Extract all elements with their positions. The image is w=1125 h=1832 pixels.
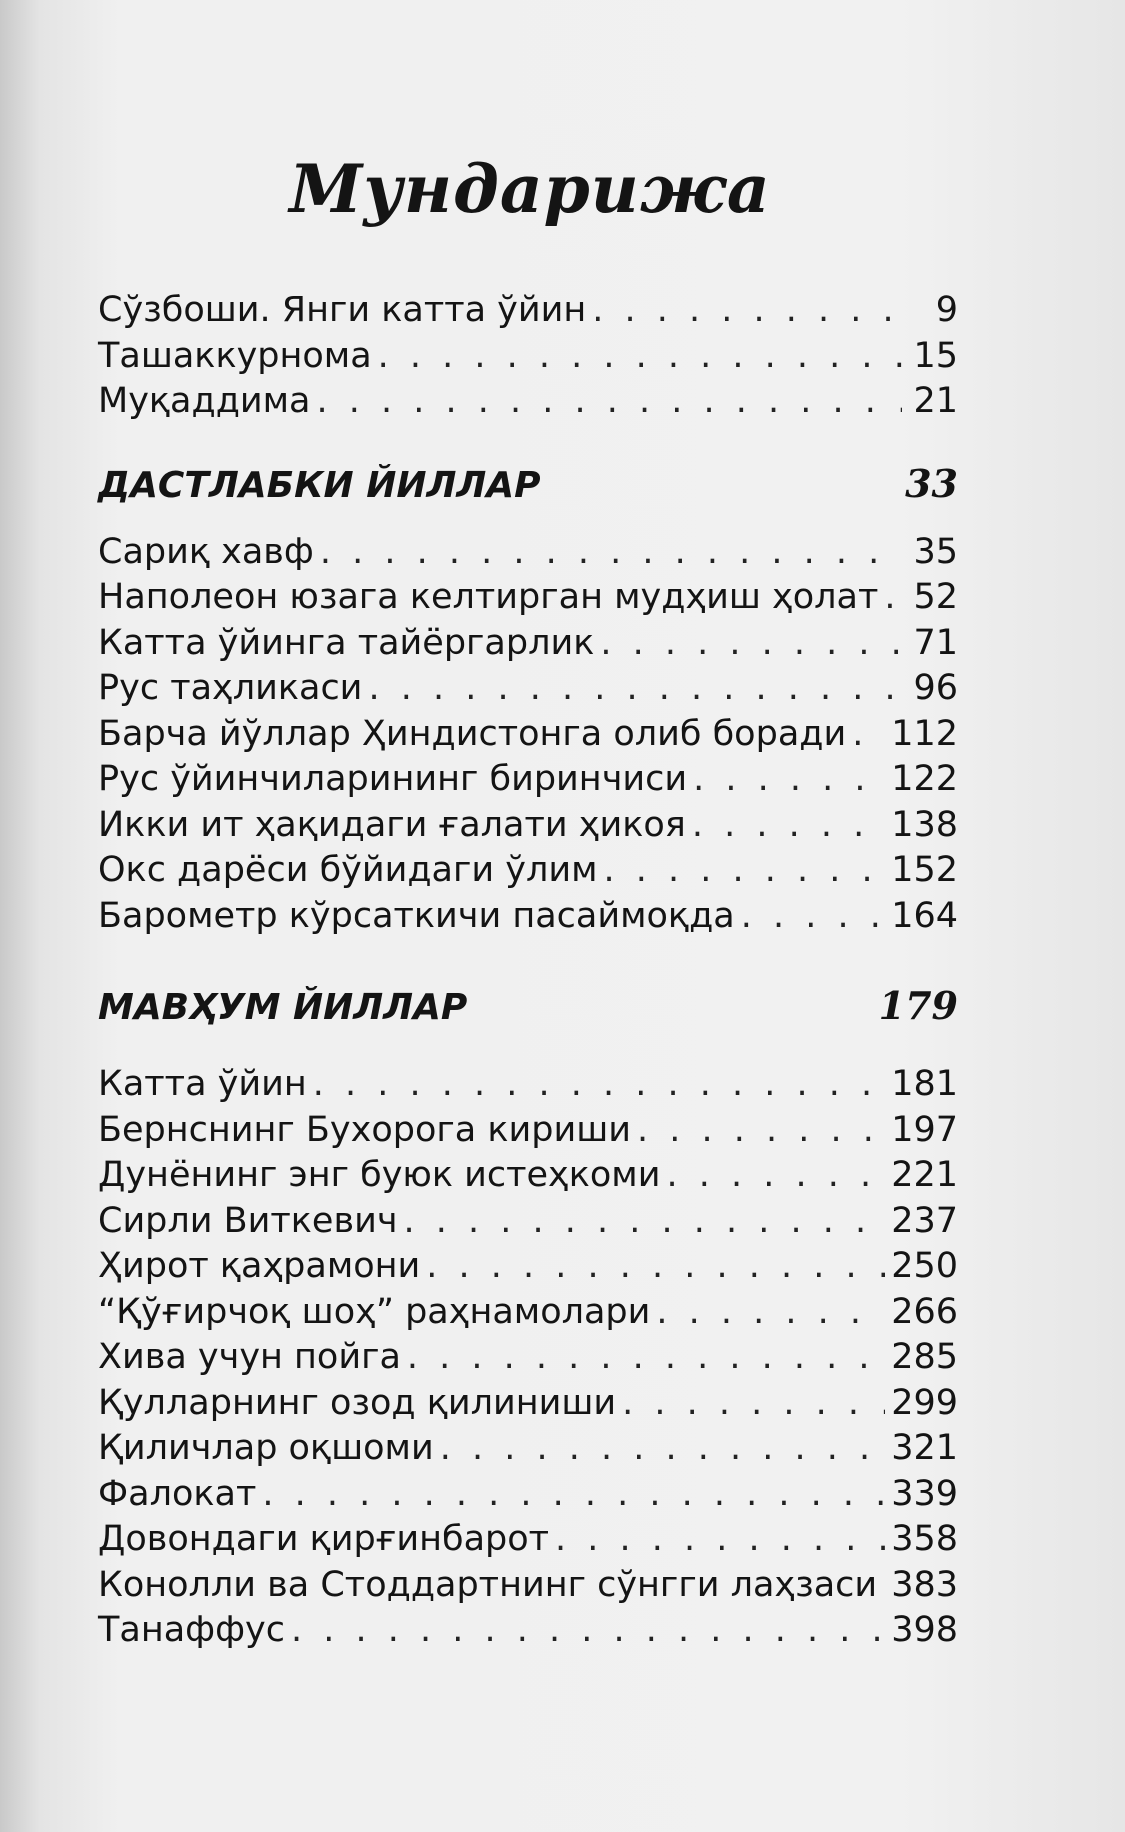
entry-page-number: 181 <box>891 1064 958 1104</box>
entry-page-number: 112 <box>891 713 958 754</box>
dot-leader <box>884 577 902 617</box>
dot-leader <box>317 381 903 421</box>
dot-leader <box>693 759 885 799</box>
dot-leader <box>426 1246 885 1286</box>
entry-title: Рус ўйинчиларининг биринчиси <box>98 759 688 799</box>
dot-leader <box>313 1064 885 1104</box>
toc-entry <box>98 759 958 805</box>
entry-title: Хива учун пойга <box>98 1337 401 1377</box>
toc-entry <box>98 381 958 427</box>
toc-entry <box>98 1519 958 1565</box>
toc-entry <box>98 805 958 851</box>
entry-title: Танаффус <box>98 1610 285 1650</box>
dot-leader <box>407 1337 885 1377</box>
toc-entry <box>98 290 958 336</box>
dot-leader <box>656 1292 885 1332</box>
section-title: ДАСТЛАБКИ ЙИЛЛАР <box>98 464 541 506</box>
entry-page-number: 266 <box>891 1291 958 1332</box>
dot-leader <box>883 1565 885 1605</box>
entry-title: Сариқ хавф <box>98 531 314 572</box>
dot-leader <box>592 290 902 330</box>
toc-entry <box>98 668 958 714</box>
entry-title: Муқаддима <box>98 381 311 421</box>
entry-page-number: 96 <box>913 668 958 708</box>
entry-title: Қиличлар оқшоми <box>98 1428 434 1468</box>
dot-leader <box>555 1519 885 1559</box>
entry-page-number: 52 <box>913 577 958 617</box>
entry-page-number: 15 <box>913 335 958 376</box>
entry-page-number: 398 <box>891 1610 958 1650</box>
front-matter <box>98 290 958 427</box>
section-page-number: 33 <box>905 460 958 506</box>
entry-page-number: 152 <box>891 850 958 890</box>
entry-title: Ҳирот қаҳрамони <box>98 1246 421 1286</box>
toc-entry <box>98 1246 958 1292</box>
dot-leader <box>262 1474 885 1514</box>
toc-entry <box>98 850 958 896</box>
entry-title: Сирли Виткевич <box>98 1200 398 1241</box>
section-heading <box>98 461 958 506</box>
dot-leader <box>692 805 885 845</box>
dot-leader <box>637 1110 885 1150</box>
section-entries <box>98 532 958 942</box>
entry-page-number: 221 <box>891 1155 958 1195</box>
toc-entry <box>98 623 958 669</box>
dot-leader <box>368 668 902 708</box>
entry-title: Сўзбоши. Янги катта ўйин <box>98 290 587 330</box>
entry-title: Катта ўйинга тайёргарлик <box>98 622 595 663</box>
entry-page-number: 321 <box>891 1428 958 1468</box>
dot-leader <box>741 896 885 936</box>
table-of-contents <box>98 290 958 1656</box>
entry-title: Фалокат <box>98 1473 257 1514</box>
dot-leader <box>622 1383 885 1423</box>
entry-page-number: 299 <box>891 1382 958 1423</box>
dot-leader <box>852 714 885 754</box>
entry-page-number: 197 <box>891 1109 958 1150</box>
dot-leader <box>666 1155 885 1195</box>
entry-page-number: 358 <box>891 1519 958 1559</box>
entry-title: “Қўғирчоқ шоҳ” раҳнамолари <box>98 1291 651 1332</box>
toc-entry <box>98 336 958 382</box>
entry-title: Ташаккурнома <box>98 335 372 376</box>
entry-title: Наполеон юзага келтирган мудҳиш ҳолат <box>98 577 879 617</box>
toc-entry <box>98 714 958 760</box>
entry-title: Қулларнинг озод қилиниши <box>98 1382 617 1423</box>
entry-page-number: 285 <box>891 1337 958 1377</box>
dot-leader <box>600 623 902 663</box>
entry-page-number: 339 <box>891 1473 958 1514</box>
page-title: Мундарижа <box>289 150 771 228</box>
toc-entry <box>98 1155 958 1201</box>
entry-title: Конолли ва Стоддартнинг сўнгги лаҳзаси <box>98 1564 878 1605</box>
toc-entry <box>98 1428 958 1474</box>
toc-entry <box>98 1383 958 1429</box>
entry-page-number: 164 <box>891 895 958 936</box>
entry-title: Довондаги қирғинбарот <box>98 1519 550 1559</box>
toc-entry <box>98 1201 958 1247</box>
dot-leader <box>291 1610 885 1650</box>
entry-page-number: 383 <box>891 1564 958 1605</box>
entry-page-number: 9 <box>935 290 958 330</box>
toc-entry <box>98 1064 958 1110</box>
section-entries <box>98 1064 958 1656</box>
entry-page-number: 35 <box>913 531 958 572</box>
section-heading <box>98 983 958 1028</box>
dot-leader <box>320 532 902 572</box>
toc-entry <box>98 1110 958 1156</box>
entry-title: Рус таҳликаси <box>98 668 363 708</box>
dot-leader <box>378 336 902 376</box>
toc-entry <box>98 1292 958 1338</box>
dot-leader <box>404 1201 886 1241</box>
entry-title: Дунёнинг энг буюк истеҳкоми <box>98 1155 661 1195</box>
entry-title: Барометр кўрсаткичи пасаймоқда <box>98 895 735 936</box>
toc-entry <box>98 1474 958 1520</box>
entry-page-number: 237 <box>891 1200 958 1241</box>
entry-page-number: 122 <box>891 759 958 799</box>
toc-entry <box>98 1565 958 1611</box>
entry-page-number: 21 <box>913 381 958 421</box>
entry-title: Катта ўйин <box>98 1064 307 1104</box>
entry-page-number: 71 <box>913 622 958 663</box>
dot-leader <box>440 1428 885 1468</box>
dot-leader <box>604 850 886 890</box>
section-page-number: 179 <box>878 983 958 1028</box>
toc-entry <box>98 532 958 578</box>
entry-page-number: 138 <box>891 804 958 845</box>
toc-entry <box>98 577 958 623</box>
toc-entry <box>98 1610 958 1656</box>
entry-title: Барча йўллар Ҳиндистонга олиб боради <box>98 713 847 754</box>
toc-entry <box>98 896 958 942</box>
entry-title: Окс дарёси бўйидаги ўлим <box>98 850 598 890</box>
section-title: МАВҲУМ ЙИЛЛАР <box>98 987 468 1028</box>
entry-title: Бернснинг Бухорога кириши <box>98 1109 631 1150</box>
entry-title: Икки ит ҳақидаги ғалати ҳикоя <box>98 804 686 845</box>
toc-entry <box>98 1337 958 1383</box>
entry-page-number: 250 <box>891 1246 958 1286</box>
